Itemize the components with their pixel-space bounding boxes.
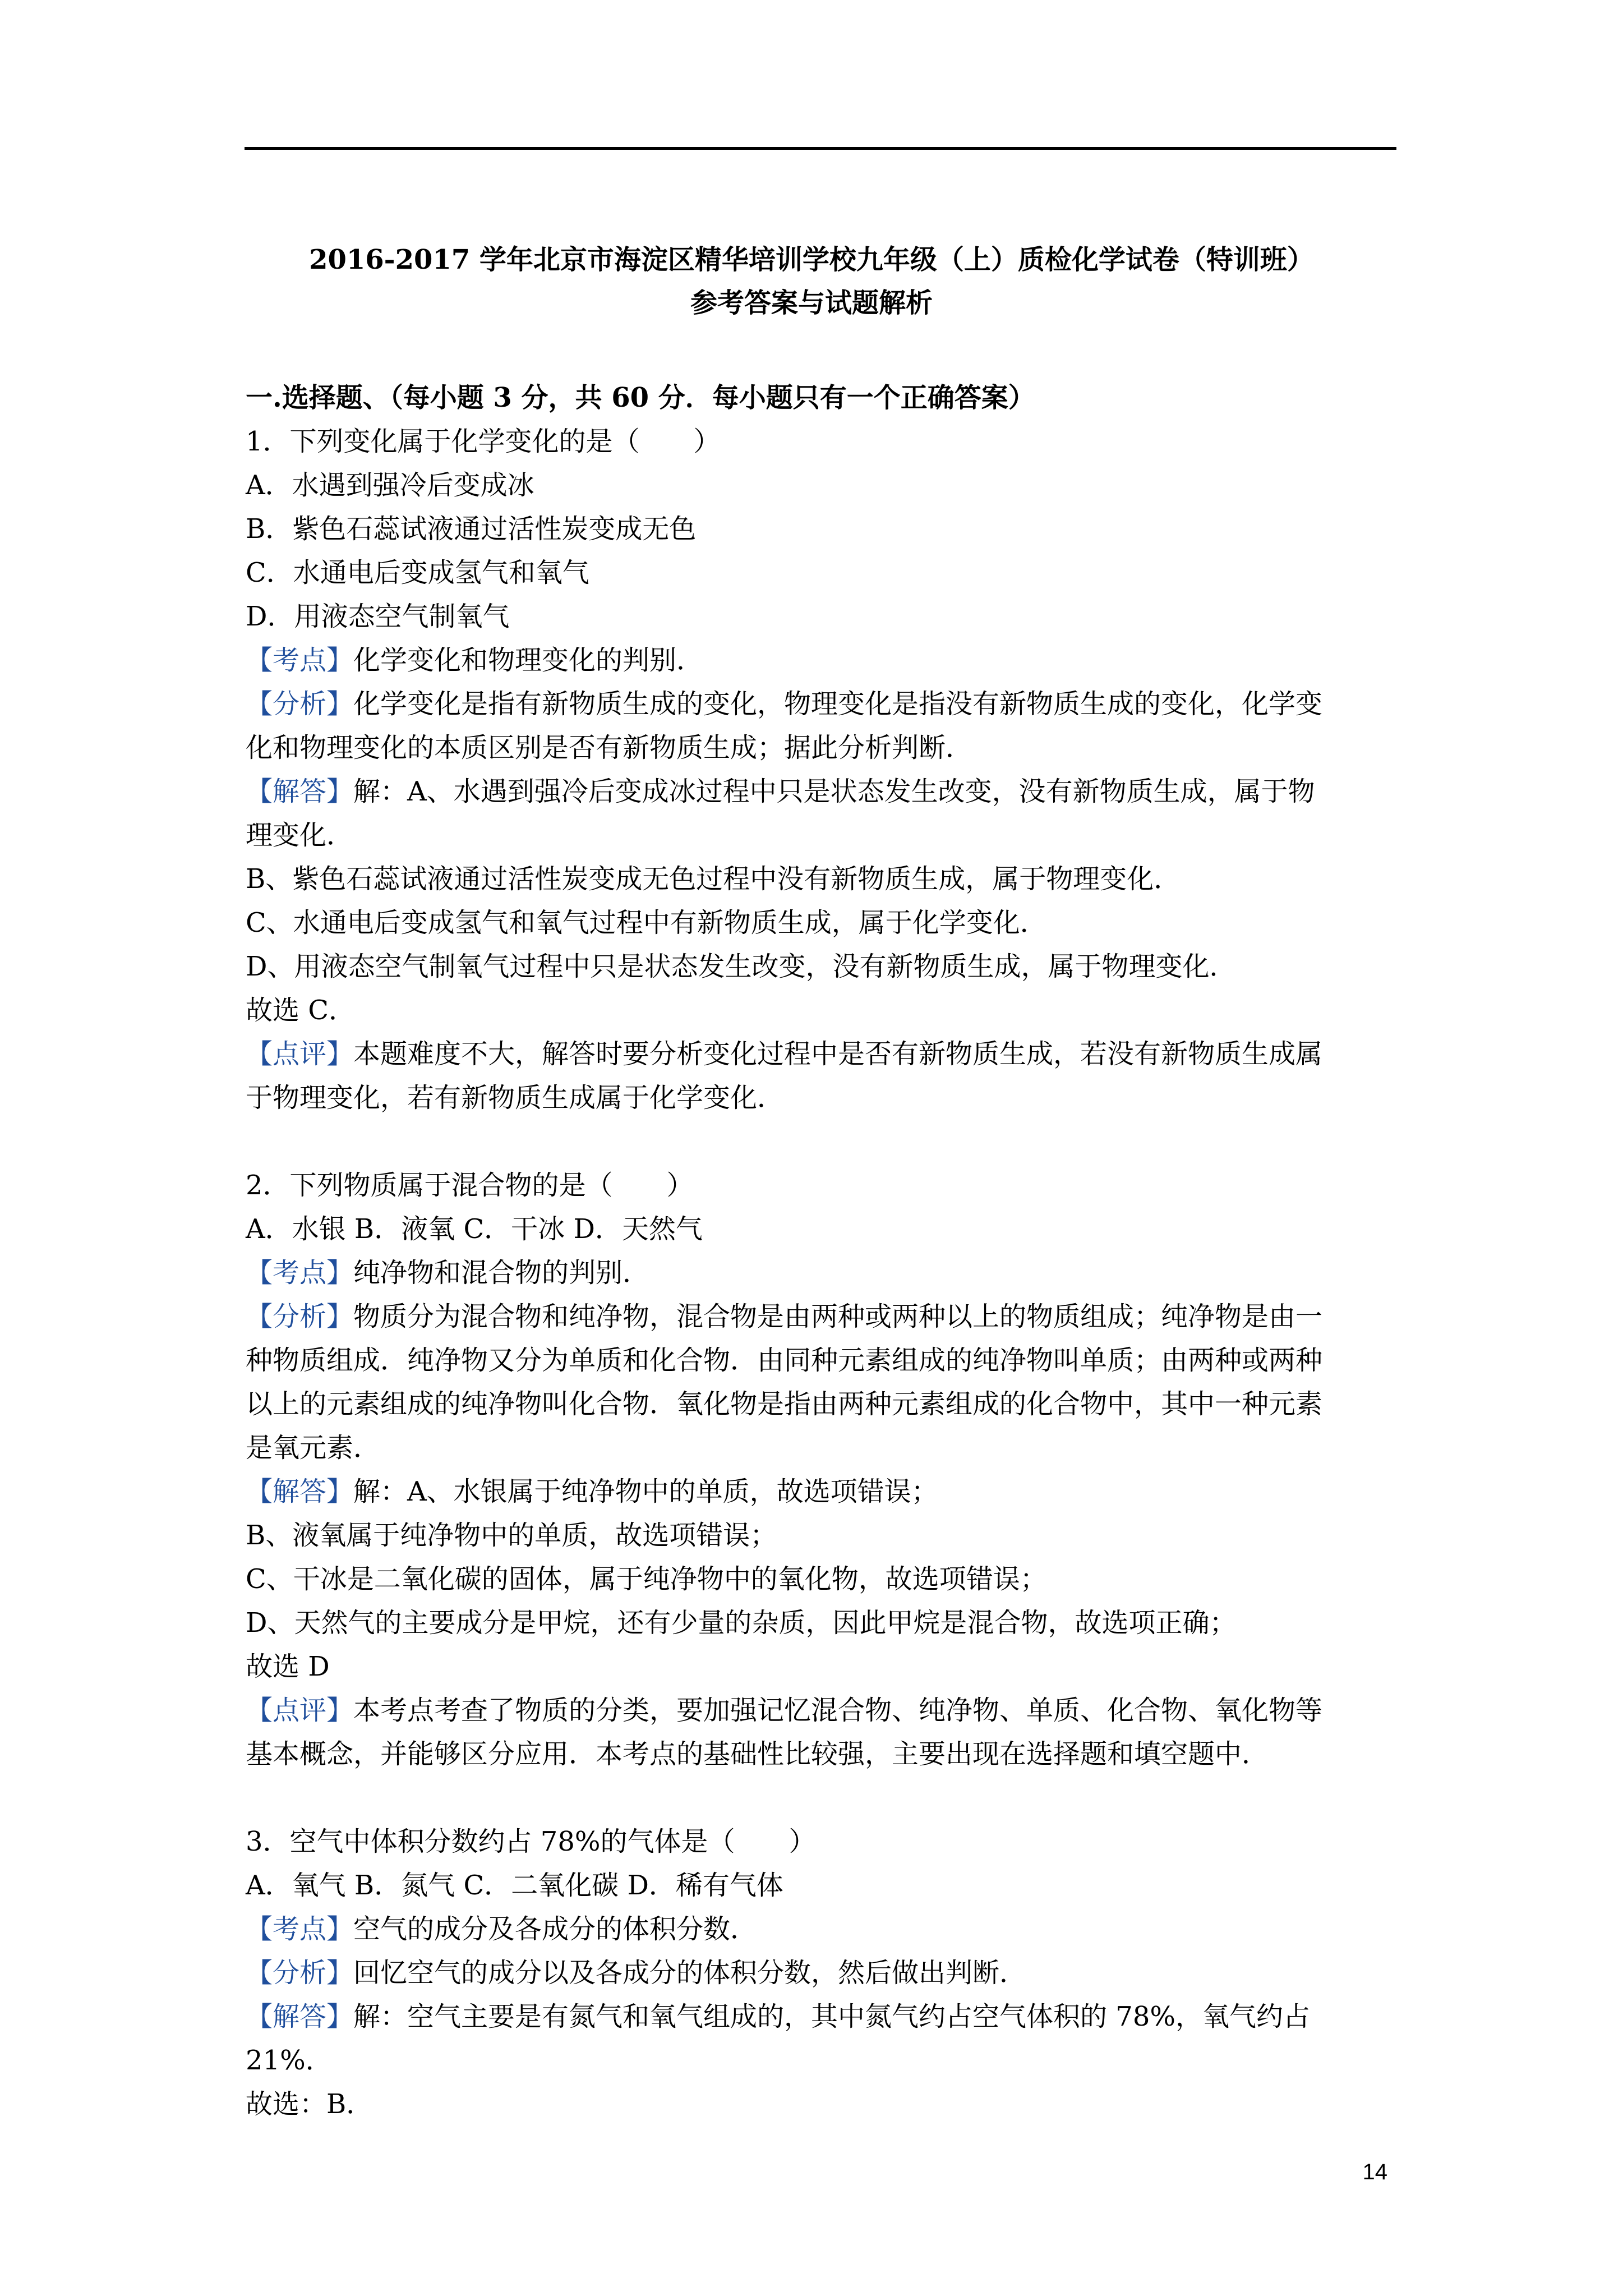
dianping-text: 本题难度不大，解答时要分析变化过程中是否有新物质生成，若没有新物质生成属 — [353, 1038, 1323, 1070]
options-line: A．水银 B．液氧 C．干冰 D．天然气 — [246, 1213, 703, 1245]
fenxi-tag: 【分析】 — [246, 688, 354, 720]
fenxi-text: 化和物理变化的本质区别是否有新物质生成；据此分析判断． — [246, 732, 973, 763]
jieda-text: 解：A、水遇到强冷后变成冰过程中只是状态发生改变，没有新物质生成，属于物 — [353, 776, 1315, 807]
fenxi-line — [246, 682, 1395, 726]
dianping-text: 于物理变化，若有新物质生成属于化学变化． — [246, 1082, 785, 1114]
page-number: 14 — [1362, 2160, 1387, 2184]
kaodian-line — [246, 638, 1395, 682]
kaodian-tag: 【考点】 — [246, 645, 354, 676]
question-3 — [246, 1820, 1395, 2126]
dianping-line — [246, 1688, 1395, 1732]
fenxi-text: 化学变化是指有新物质生成的变化，物理变化是指没有新物质生成的变化，化学变 — [353, 688, 1323, 720]
jieda-tag: 【解答】 — [246, 1476, 354, 1507]
kaodian-text: 化学变化和物理变化的判别． — [353, 645, 704, 676]
jieda-text: 解：A、水银属于纯净物中的单质，故选项错误； — [353, 1476, 938, 1507]
fenxi-tag: 【分析】 — [246, 1301, 354, 1332]
question-2 — [246, 1163, 1395, 1776]
spacer — [246, 1120, 1395, 1163]
kaodian-tag: 【考点】 — [246, 1257, 354, 1289]
options-line: A．氧气 B．氮气 C．二氧化碳 D．稀有气体 — [246, 1870, 783, 1901]
jieda-text: 解：空气主要是有氮气和氧气组成的，其中氮气约占空气体积的 78%，氧气约占 — [353, 2001, 1310, 2032]
dianping-line — [246, 1032, 1395, 1076]
header-rule — [245, 147, 1396, 150]
jieda-line — [246, 1995, 1395, 2039]
jieda-tag: 【解答】 — [246, 776, 354, 807]
question-stem: 3．空气中体积分数约占 78%的气体是（ ） — [246, 1826, 816, 1857]
page-title: 2016-2017 学年北京市海淀区精华培训学校九年级（上）质检化学试卷（特训班） — [309, 244, 1314, 275]
fenxi-text: 以上的元素组成的纯净物叫化合物．氧化物是指由两种元素组成的化合物中，其中一种元素 — [246, 1388, 1323, 1420]
fenxi-text: 物质分为混合物和纯净物，混合物是由两种或两种以上的物质组成；纯净物是由一 — [353, 1301, 1323, 1332]
dianping-text: 本考点考查了物质的分类，要加强记忆混合物、纯净物、单质、化合物、氧化物等 — [353, 1695, 1323, 1726]
jieda-tag: 【解答】 — [246, 2001, 354, 2032]
kaodian-text: 纯净物和混合物的判别． — [353, 1257, 650, 1289]
answer-text: 故选：B． — [246, 2088, 374, 2120]
option-a: A．水遇到强冷后变成冰 — [246, 470, 534, 501]
fenxi-tag: 【分析】 — [246, 1957, 354, 1989]
dianping-tag: 【点评】 — [246, 1695, 354, 1726]
jieda-text: B、紫色石蕊试液通过活性炭变成无色过程中没有新物质生成，属于物理变化． — [246, 863, 1181, 895]
fenxi-line — [246, 1295, 1395, 1338]
jieda-text: 21%． — [246, 2045, 333, 2076]
fenxi-line — [246, 1951, 1395, 1995]
jieda-line — [246, 1470, 1395, 1513]
fenxi-text: 种物质组成．纯净物又分为单质和化合物．由同种元素组成的纯净物叫单质；由两种或两种 — [246, 1345, 1323, 1376]
document-body — [246, 376, 1395, 2126]
dianping-tag: 【点评】 — [246, 1038, 354, 1070]
kaodian-line — [246, 1251, 1395, 1295]
question-stem: 1．下列变化属于化学变化的是（ ） — [246, 426, 721, 457]
jieda-text: D、用液态空气制氧气过程中只是状态发生改变，没有新物质生成，属于物理变化． — [246, 951, 1237, 982]
jieda-text: C、水通电后变成氢气和氧气过程中有新物质生成，属于化学变化． — [246, 907, 1047, 938]
section-heading: 一.选择题、（每小题 3 分，共 60 分．每小题只有一个正确答案） — [246, 382, 1035, 413]
option-c: C．水通电后变成氢气和氧气 — [246, 557, 589, 588]
question-stem: 2．下列物质属于混合物的是（ ） — [246, 1170, 694, 1201]
kaodian-tag: 【考点】 — [246, 1913, 354, 1945]
jieda-text: 理变化． — [246, 820, 354, 851]
spacer — [246, 1776, 1395, 1820]
question-1 — [246, 420, 1395, 1120]
jieda-text: C、干冰是二氧化碳的固体，属于纯净物中的氧化物，故选项错误； — [246, 1563, 1047, 1595]
dianping-text: 基本概念，并能够区分应用．本考点的基础性比较强，主要出现在选择题和填空题中． — [246, 1738, 1269, 1770]
jieda-text: B、液氧属于纯净物中的单质，故选项错误； — [246, 1520, 777, 1551]
option-d: D．用液态空气制氧气 — [246, 601, 510, 632]
fenxi-text: 回忆空气的成分以及各成分的体积分数，然后做出判断． — [353, 1957, 1027, 1989]
kaodian-line — [246, 1907, 1395, 1951]
jieda-text: D、天然气的主要成分是甲烷，还有少量的杂质，因此甲烷是混合物，故选项正确； — [246, 1607, 1237, 1639]
option-b: B．紫色石蕊试液通过活性炭变成无色 — [246, 513, 697, 545]
kaodian-text: 空气的成分及各成分的体积分数． — [353, 1913, 758, 1945]
answer-text: 故选 D — [246, 1651, 330, 1682]
fenxi-text: 是氧元素． — [246, 1432, 381, 1464]
jieda-line — [246, 770, 1395, 813]
page-subtitle: 参考答案与试题解析 — [690, 287, 933, 319]
answer-text: 故选 C． — [246, 995, 356, 1026]
